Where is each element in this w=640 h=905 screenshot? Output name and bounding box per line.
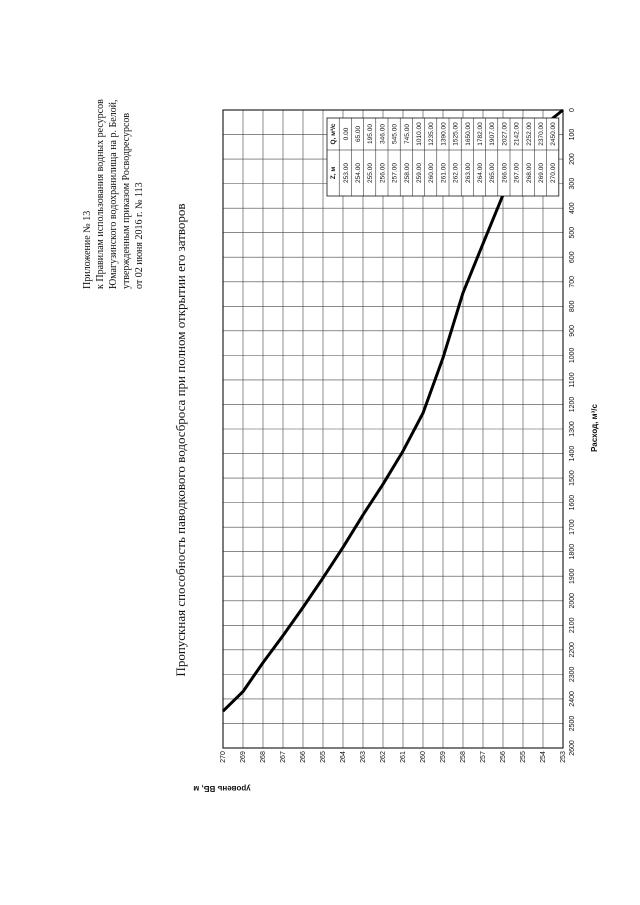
x-axis-label: Расход, м³/с xyxy=(590,404,599,452)
table-cell-q: 545.00 xyxy=(391,124,399,144)
x-tick-label: 2300 xyxy=(568,666,576,683)
table-cell-z: 268.00 xyxy=(525,163,533,183)
x-tick-label: 1600 xyxy=(568,494,576,511)
y-tick-label: 255 xyxy=(519,751,527,763)
y-tick-label: 261 xyxy=(399,751,407,763)
x-tick-labels xyxy=(569,108,576,756)
table-cell-z: 270.00 xyxy=(550,163,558,183)
x-tick-label: 1900 xyxy=(568,568,576,585)
x-tick-label: 1800 xyxy=(568,543,576,560)
table-cell-q: 1390.00 xyxy=(440,122,448,146)
y-tick-label: 266 xyxy=(299,751,307,763)
x-tick-label: 1000 xyxy=(568,347,576,364)
x-tick-label: 2200 xyxy=(568,642,576,658)
x-tick-label: 300 xyxy=(568,177,576,190)
y-tick-label: 260 xyxy=(419,751,427,763)
x-tick-label: 400 xyxy=(568,202,576,214)
y-tick-label: 264 xyxy=(339,751,347,763)
x-tick-label: 1700 xyxy=(568,519,576,535)
y-tick-label: 265 xyxy=(319,751,327,763)
table-cell-q: 745.00 xyxy=(403,124,411,144)
table-header-z: Z, м xyxy=(330,166,338,180)
chart-title: Пропускная способность паводкового водосброса при полном открытии его затворов xyxy=(173,203,188,677)
table-cell-z: 257.00 xyxy=(391,163,399,183)
table-cell-q: 2252.00 xyxy=(525,122,533,146)
table-cell-z: 266.00 xyxy=(501,163,509,183)
x-tick-label: 1300 xyxy=(568,421,576,437)
x-tick-label: 1200 xyxy=(568,396,576,413)
y-tick-label: 263 xyxy=(359,751,367,763)
x-tick-label: 2100 xyxy=(568,617,576,634)
table-cell-z: 256.00 xyxy=(379,163,387,183)
header-line-5: от 02 июня 2016 г. № 113 xyxy=(134,182,145,289)
x-tick-label: 100 xyxy=(568,128,576,141)
grid xyxy=(223,110,563,748)
table-cell-z: 253.00 xyxy=(342,163,350,183)
document-header xyxy=(82,99,145,289)
x-tick-label: 1100 xyxy=(568,372,576,388)
table-cell-z: 267.00 xyxy=(513,163,521,183)
data-table xyxy=(327,118,559,196)
table-cell-z: 265.00 xyxy=(489,163,497,183)
y-tick-label: 253 xyxy=(559,751,567,763)
x-tick-label: 1500 xyxy=(568,470,576,486)
y-tick-label: 270 xyxy=(219,751,227,763)
table-cell-q: 195.00 xyxy=(367,124,375,144)
table-cell-q: 1010.00 xyxy=(416,122,423,146)
table-cell-z: 264.00 xyxy=(477,163,484,183)
x-tick-label: 500 xyxy=(568,226,576,239)
y-tick-label: 262 xyxy=(379,751,387,763)
x-tick-label: 1400 xyxy=(568,445,576,462)
header-line-2: к Правилам использования водных ресурсов xyxy=(95,99,106,289)
y-tick-label: 256 xyxy=(499,751,507,763)
table-cell-z: 269.00 xyxy=(538,163,545,183)
series-line xyxy=(223,110,563,711)
table-header-q: Q, м³/с xyxy=(330,123,338,145)
x-tick-label: 0 xyxy=(568,108,576,112)
table-cell-q: 2142.00 xyxy=(513,122,521,146)
table-cell-q: 346.00 xyxy=(379,124,387,144)
header-line-4: утвержденным приказом Росводресурсов xyxy=(121,112,132,289)
x-tick-label: 2000 xyxy=(568,592,576,609)
table-cell-q: 2027.00 xyxy=(501,122,509,146)
table-cell-z: 259.00 xyxy=(416,163,423,183)
table-cell-z: 260.00 xyxy=(428,163,436,183)
y-tick-label: 254 xyxy=(539,751,547,763)
table-cell-q: 2370.00 xyxy=(538,122,545,146)
table-cell-z: 262.00 xyxy=(452,163,460,183)
table-cell-q: 2450.00 xyxy=(550,122,558,146)
header-line-1: Приложение № 13 xyxy=(82,210,93,289)
table-cell-z: 261.00 xyxy=(440,163,448,183)
x-tick-label: 600 xyxy=(568,251,576,264)
y-tick-label: 258 xyxy=(459,751,467,763)
table-cell-z: 258.00 xyxy=(403,163,411,183)
x-tick-label: 2400 xyxy=(568,691,576,707)
y-tick-labels xyxy=(220,751,567,763)
y-tick-label: 267 xyxy=(279,751,287,763)
table-cell-z: 263.00 xyxy=(464,163,472,183)
table-cell-q: 1235.00 xyxy=(428,122,436,146)
y-tick-label: 268 xyxy=(259,751,267,763)
y-tick-label: 269 xyxy=(239,751,247,763)
y-axis-label: уровень ВБ, м xyxy=(193,784,251,793)
table-cell-q: 0.00 xyxy=(342,127,350,141)
y-tick-label: 257 xyxy=(479,751,487,763)
table-cell-q: 65.00 xyxy=(355,125,362,143)
header-line-3: Юмагузинского водохранилища на р. Белой, xyxy=(108,99,119,289)
table-cell-q: 1650.00 xyxy=(464,122,472,146)
x-tick-label: 2600 xyxy=(568,740,576,756)
table-cell-q: 1782.00 xyxy=(477,122,484,146)
x-tick-label: 2500 xyxy=(568,715,576,732)
table-cell-z: 254.00 xyxy=(355,163,362,183)
table-cell-q: 1525.00 xyxy=(452,122,460,146)
x-tick-label: 700 xyxy=(568,275,576,288)
x-tick-label: 900 xyxy=(568,325,576,337)
table-cell-z: 255.00 xyxy=(367,163,375,183)
x-tick-label: 200 xyxy=(568,153,576,165)
x-tick-label: 800 xyxy=(568,300,576,313)
series-layer xyxy=(223,110,563,711)
y-tick-label: 259 xyxy=(439,751,447,763)
table-cell-q: 1907.00 xyxy=(489,122,497,146)
